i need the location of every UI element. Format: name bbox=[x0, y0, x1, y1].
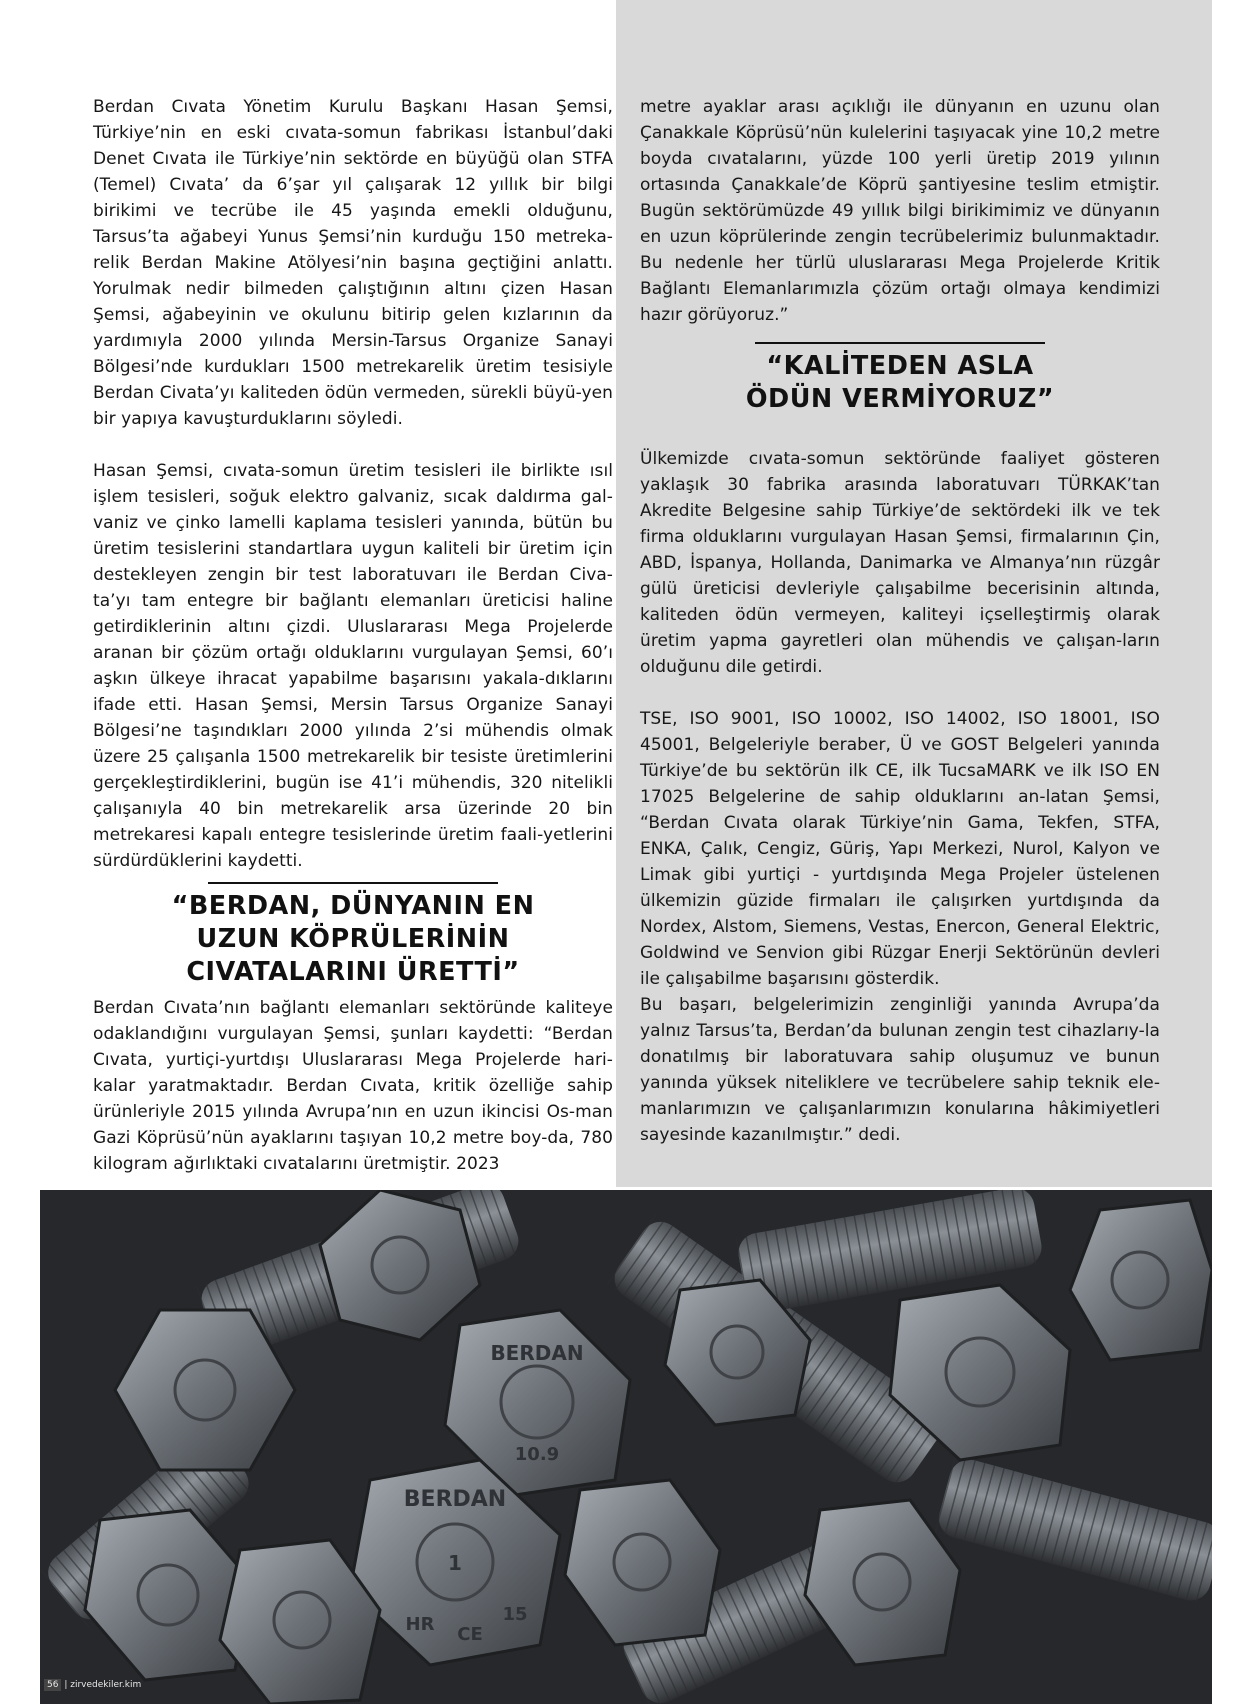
left-heading-line-1: “BERDAN, DÜNYANIN EN bbox=[171, 891, 535, 921]
left-paragraph-1: Berdan Cıvata Yönetim Kurulu Başkanı Hasan Şemsi, Türkiye’nin en eski cıvata-somun fabrikası İstanbul’daki Denet Cıvata ile Türkiye’nin sektörde en büyüğü olan STFA (Temel) Cıvata’ da 6’şar yıl çalışarak 12 yıllık bir bilgi birikimi ve tecrübe ile 45 yaşında emekli olduğunu, Tarsus’ta ağabeyi Yunus Şemsi’nin kurduğu 150 metreka-relik Berdan Makine Atölyesi’nin başına geçtiğini anlattı. Yorulmak nedir bilmeden çalıştığının altını çizen Hasan Şemsi, ağabeyinin ve okulunu bitirip gelen kızlarının da yardımıyla 2000 yılında Mersin-Tarsus Organize Sanayi Bölgesi’nde kurdukları 1500 metrekarelik üretim tesisiyle Berdan Civata’yı kaliteden ödün vermeden, sürekli büyü-yen bir yapıya kavuşturduklarını söyledi. bbox=[93, 97, 613, 429]
page-number: 56 bbox=[44, 1679, 61, 1691]
bolt-stamp-grade: 10.9 bbox=[514, 1444, 560, 1465]
heading-rule bbox=[755, 342, 1045, 344]
right-pull-heading bbox=[640, 342, 1160, 416]
heading-rule bbox=[208, 882, 498, 884]
right-paragraph-2: Ülkemizde cıvata-somun sektöründe faaliyet gösteren yaklaşık 30 fabrika arasında laboratuvarı TÜRKAK’tan Akredite Belgesine sahip Türkiye’de sektördeki ilk ve tek firma olduklarını vurgulayan Hasan Şemsi, firmalarının Çin, ABD, İspanya, Hollanda, Danimarka ve Almanya’nın rüzgâr gülü üreticisi devleriyle çalışabilme becerisinin altında, kaliteden ödün vermeyen, kaliteyi içselleştirmiş olarak üretim yapma gayretleri olan mühendis ve çalışan-ların olduğunu dile getirdi. bbox=[640, 449, 1160, 677]
footer-separator: | bbox=[64, 1680, 68, 1690]
left-column bbox=[93, 94, 613, 1177]
right-column bbox=[640, 94, 1160, 1148]
bolt-stamp-hr: HR bbox=[405, 1614, 435, 1635]
footer-site: zirvedekiler.kim bbox=[70, 1680, 142, 1690]
bolt-stamp-brand-2: BERDAN bbox=[403, 1487, 507, 1512]
right-paragraph-3: TSE, ISO 9001, ISO 10002, ISO 14002, ISO 18001, ISO 45001, Belgeleriyle beraber, Ü ve GOST Belgeleri yanında Türkiye’de bu sektörün ilk CE, ilk TucsaMARK ve ilk ISO EN 17025 Belgelerine de sahip olduklarını an-latan Şemsi, “Berdan Cıvata olarak Türkiye’nin Gama, Tekfen, STFA, ENKA, Çalık, Cengiz, Güriş, Yapı Merkezi, Nurol, Kalyon ve Limak gibi yurtiçi - yurtdışında Mega Projeler üstelenen ülkemizin güzide firmaları ile çalışırken yurtdışında da Nordex, Alstom, Siemens, Vestas, Enercon, General Elektric, Goldwind ve Senvion gibi Rüzgar Enerji Sektörünün devleri ile çalışabilme başarısını gösterdik. bbox=[640, 709, 1160, 989]
right-paragraph-1: metre ayaklar arası açıklığı ile dünyanın en uzunu olan Çanakkale Köprüsü’nün kulelerini taşıyacak yine 10,2 metre boyda cıvatalarını, yüzde 100 yerli üretip 2019 yılının ortasında Çanakkale’de Köprü şantiyesine teslim etmiştir. Bugün sektörümüzde 49 yıllık bilgi birikimimiz ve dünyanın en uzun köprülerinde zengin tecrübelerimiz bulunmaktadır. Bu nedenle her türlü uluslararası Mega Projelerde Kritik Bağlantı Elemanlarımızla çözüm ortağı olmaya kendimizi hazır görüyoruz.” bbox=[640, 97, 1160, 325]
right-paragraph-4: Bu başarı, belgelerimizin zenginliği yanında Avrupa’da yalnız Tarsus’ta, Berdan’da bulunan zengin test cihazlarıy-la donatılmış bir laboratuvara sahip oluşumuz ve bunun yanında yüksek niteliklere ve tecrübelere sahip teknik ele-manlarımızın ve çalışanlarımızın konularına hâkimiyetleri sayesinde kazanılmıştır.” dedi. bbox=[640, 995, 1160, 1145]
bolts-illustration bbox=[40, 1190, 1212, 1704]
bolts-photo bbox=[40, 1190, 1212, 1704]
left-paragraph-2: Hasan Şemsi, cıvata-somun üretim tesisleri ile birlikte ısıl işlem tesisleri, soğuk elektro galvaniz, sıcak daldırma gal-vaniz ve çinko lamelli kaplama tesisleri yanında, bütün bu üretim tesislerini standartlara uygun kaliteli bir üretim için destekleyen zengin bir test laboratuvarı ile Berdan Civa-ta’yı tam entegre bir bağlantı elemanları üreticisi haline getirdiklerinin altını çizdi. Uluslararası Mega Projelerde aranan bir çözüm ortağı olduklarını vurgulayan Şemsi, 60’ı aşkın ülkeye ihracat yapabilme başarısını yakala-dıklarını ifade etti. Hasan Şemsi, Mersin Tarsus Organize Sanayi Bölgesi’ne taşındıkları 2000 yılında 2’si mühendis olmak üzere 25 çalışanla 1500 metrekarelik bir tesiste üretimlerini gerçekleştirdiklerini, bugün ise 41’i mühendis, 320 nitelikli çalışanıyla 40 bin metrekarelik arsa üzerinde 20 bin metrekaresi kapalı entegre tesislerinde üretim faali-yetlerini sürdürdüklerini kaydetti. bbox=[93, 461, 613, 871]
right-heading-line-1: “KALİTEDEN ASLA bbox=[766, 351, 1034, 381]
bolt-stamp-15: 15 bbox=[502, 1604, 528, 1625]
page-footer bbox=[44, 1680, 141, 1690]
left-heading-line-2: UZUN KÖPRÜLERİNİN bbox=[196, 924, 510, 954]
left-heading-line-3: CIVATALARINI ÜRETTİ” bbox=[186, 957, 520, 987]
left-paragraph-3: Berdan Cıvata’nın bağlantı elemanları sektöründe kaliteye odaklandığını vurgulayan Şemsi, şunları kaydetti: “Berdan Cıvata, yurtiçi-yurtdışı Uluslararası Mega Projelerde hari-kalar yaratmaktadır. Berdan Cıvata, kritik özelliğe sahip ürünleriyle 2015 yılında Avrupa’nın en uzun ikincisi Os-man Gazi Köprüsü’nün ayaklarını taşıyan 10,2 metre boy-da, 780 kilogram ağırlıktaki cıvatalarını üretmiştir. 2023 bbox=[93, 998, 613, 1174]
bolt-stamp-number: 1 bbox=[448, 1551, 462, 1575]
bolt-stamp-brand: BERDAN bbox=[490, 1341, 584, 1365]
bolt-stamp-ce: CE bbox=[457, 1624, 483, 1645]
left-pull-heading bbox=[93, 882, 613, 989]
right-heading-line-2: ÖDÜN VERMİYORUZ” bbox=[745, 384, 1055, 414]
